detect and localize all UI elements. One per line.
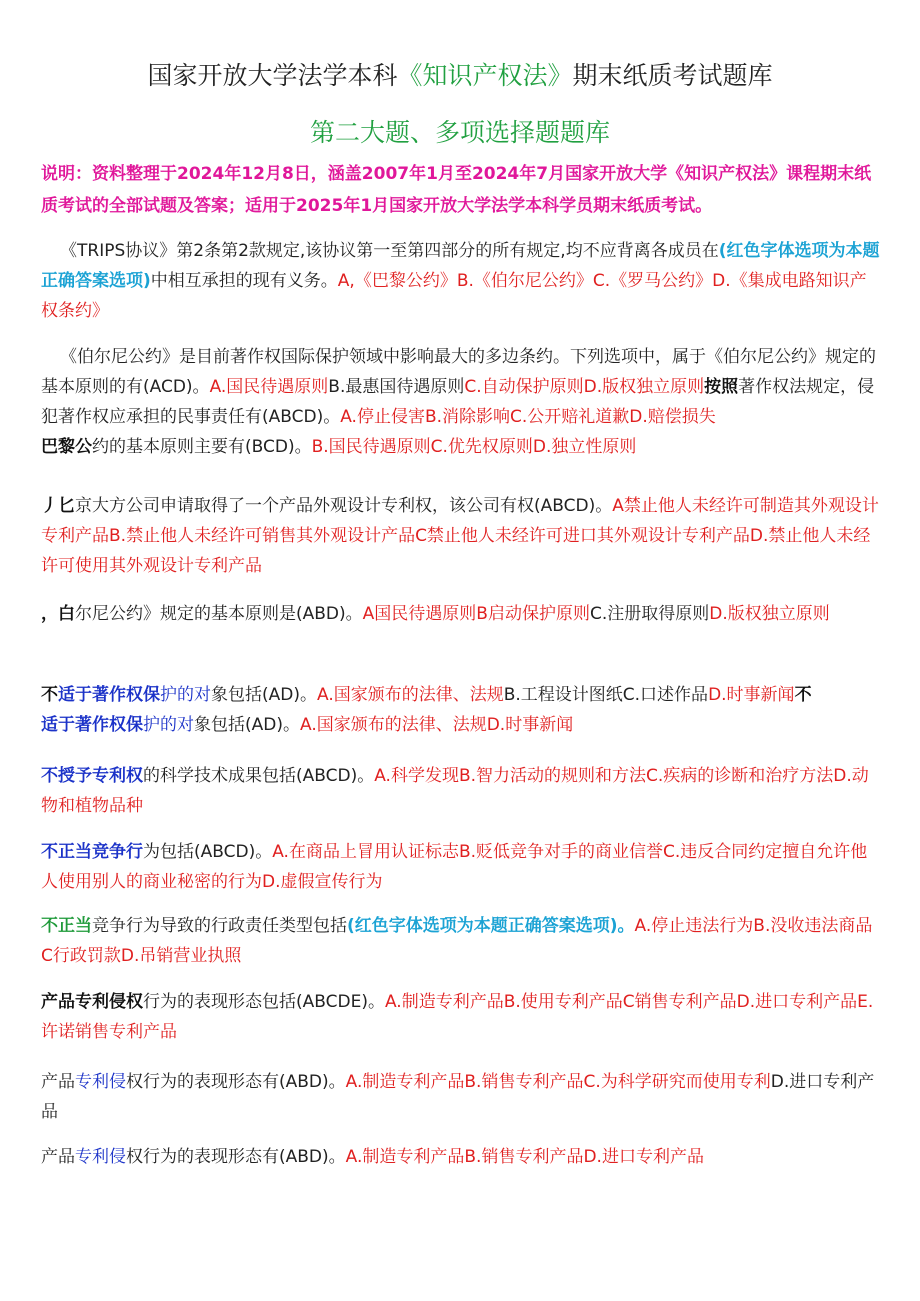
title-suffix: 期末纸质考试题库 [572,61,773,90]
question-options: A.停止违法行为B.没收违法商品C行政罚款D.吊销营业执照 [41,916,873,966]
question-unfair-competition [41,837,883,897]
question-options: A,《巴黎公约》B.《伯尔尼公约》C.《罗马公约》D.《集成电路知识产权条约》 [41,271,867,321]
bold-lead: 巴黎公 [41,437,92,457]
bold-lead: 不 [794,685,812,705]
question-options: A.国家颁布的法律、法规D.时事新闻 [299,715,574,735]
bold-lead-blue: 适于著作权保 [58,685,160,705]
document-title [0,56,920,92]
question-patent-infringement-3 [41,1142,883,1172]
question-options: A.科学发现B.智力活动的规则和方法C.疾病的诊断和治疗方法D.动物和植物品种 [41,766,869,816]
question-trips [41,236,883,326]
section-heading: 第二大题、多项选择题题库 [309,118,610,147]
question-patent-exclusions [41,761,883,821]
bold-lead: ，白 [41,604,75,624]
question-stem: 《TRIPS协议》第2条第2款规定,该协议第一至第四部分的所有规定,均不应背离各成员在 [60,241,719,261]
question-stem: 权行为的表现形态有(ABD)。 [126,1147,346,1167]
question-stem-end: 中相互承担的现有义务。 [150,271,338,291]
bold-lead-blue: 不授予专利权 [41,766,143,786]
question-administrative-liability [41,911,883,971]
question-stem: 行为的表现形态包括(ABCDE)。 [143,992,385,1012]
notice-paragraph: 说明：资料整理于2024年12月8日，涵盖2007年1月至2024年7月国家开放大学《知识产权法》课程期末纸质考试的全部试题及答案；适用于2025年1月国家开放大学法学本科学员期末纸质考试。 [41,164,872,216]
lead-blue: 护的对 [143,715,194,735]
question-options: A.制造专利产品B.销售专利产品D.进口专利产品 [345,1147,704,1167]
question-berne-principles [41,599,883,629]
question-stem: 约的基本原则主要有(BCD)。 [92,437,312,457]
option-d: D.时事新闻 [708,685,795,705]
question-stem: 象包括(AD)。 [194,715,300,735]
lead-blue: 专利侵 [75,1147,126,1167]
bold-lead: 不 [41,685,58,705]
option-c: C.注册取得原则 [589,604,710,624]
option-d: D.版权独立原则 [709,604,830,624]
question-options: A.停止侵害B.消除影响C.公开赔礼道歉D.赔偿损失 [340,407,716,427]
bold-lead-green: 不正当 [41,916,92,936]
question-patent-infringement-1 [41,987,883,1047]
question-options: A.制造专利产品B.使用专利产品C销售专利产品D.进口专利产品E.许诺销售专利产品 [41,992,874,1042]
question-stem: 京大方公司申请取得了一个产品外观设计专利权，该公司有权(ABCD)。 [75,496,613,516]
question-stem: 权行为的表现形态有(ABD)。 [126,1072,346,1092]
question-stem: 《伯尔尼公约》是目前著作权国际保护领域中影响最大的多边条约。下列选项中，属于《伯尔尼公约》规定的基本原则的有(ACD)。 [41,347,876,397]
lead-blue: 专利侵 [75,1072,126,1092]
title-prefix: 国家开放大学法学本科 [147,61,398,90]
lead-blue: 护的对 [160,685,211,705]
option-b: B.最惠国待遇原则 [328,377,465,397]
bold-lead: 产品专利侵权 [41,992,143,1012]
question-copyright-scope [41,680,883,740]
option-cd: C.自动保护原则D.版权独立原则 [464,377,705,397]
question-patent-infringement-2 [41,1067,883,1127]
question-stem: 的科学技术成果包括(ABCD)。 [143,766,375,786]
question-options: A禁止他人未经许可制造其外观设计专利产品B.禁止他人未经许可销售其外观设计产品C禁止他人未经许可进口其外观设计专利产品D.禁止他人未经许可使用其外观设计专利产品 [41,496,879,576]
bold-lead: 按照 [704,377,739,397]
bold-lead-blue: 不正当竞争行 [41,842,143,862]
option-abc: A.制造专利产品B.销售专利产品C.为科学研究而使用专利 [345,1072,771,1092]
title-course: 《知识产权法》 [397,61,573,90]
question-berne [41,342,883,462]
question-stem: 著作权法规定，侵犯著作权应承担的民事责任有(ABCD)。 [41,377,875,427]
lead: 产品 [41,1072,75,1092]
question-stem: 象包括(AD)。 [211,685,317,705]
option-bc: B.工程设计图纸C.口述作品 [503,685,709,705]
answer-hint: (红色字体选项为本题正确答案选项) [41,241,880,291]
bold-lead: 丿匕 [41,496,75,516]
option-d: D.进口专利产品 [41,1072,875,1122]
option-a: A.国家颁布的法律、法规 [316,685,504,705]
question-options: B.国民待遇原则C.优先权原则D.独立性原则 [311,437,637,457]
option-ab: A国民待遇原则B启动保护原则 [362,604,590,624]
question-stem: 尔尼公约》规定的基本原则是(ABD)。 [75,604,363,624]
question-options: A.在商品上冒用认证标志B.贬低竞争对手的商业信誉C.违反合同约定擅自允许他人使用别人的商业秘密的行为D.虚假宣传行为 [41,842,868,892]
question-stem: 为包括(ABCD)。 [143,842,273,862]
lead: 产品 [41,1147,75,1167]
answer-hint: (红色字体选项为本题正确答案选项)。 [347,916,635,936]
bold-lead-blue: 适于著作权保 [41,715,143,735]
option-a: A.国民待遇原则 [209,377,329,397]
question-stem: 竞争行为导致的行政责任类型包括 [92,916,347,936]
question-design-patent [41,491,883,581]
